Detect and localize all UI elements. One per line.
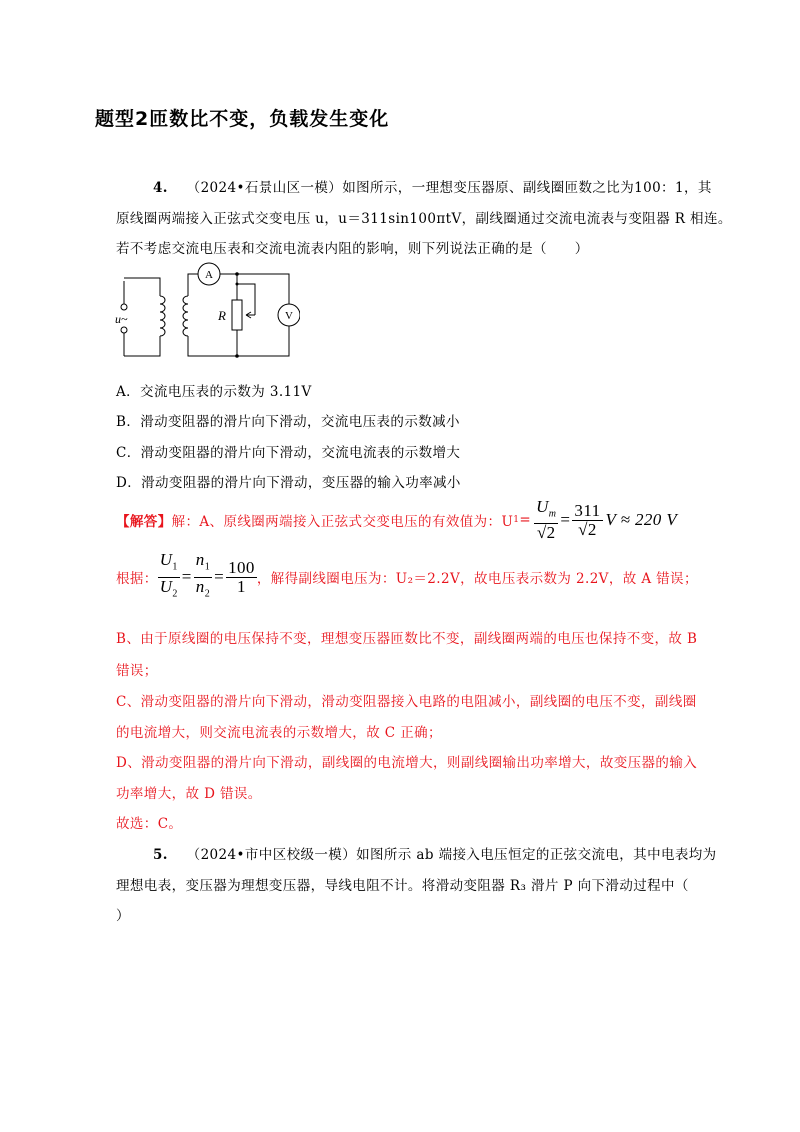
question-4-number: 4. xyxy=(153,180,168,196)
section-title: 题型2匝数比不变，负载发生变化 xyxy=(95,108,390,130)
ratio-100-1: $\frac{100}{1}$ xyxy=(228,557,255,596)
question-5-line-1: 5. （2024•市中区校级一模）如图所示 ab 端接入电压恒定的正弦交流电，其中电表均为 xyxy=(153,847,717,863)
source-terminal-top xyxy=(121,304,127,310)
question-5-line-3: ） xyxy=(116,908,130,924)
resistor-label: R xyxy=(218,308,226,323)
question-4-line-1: 4. （2024•石景山区一模）如图所示，一理想变压器原、副线圈匝数之比为100：1，其 xyxy=(153,180,712,196)
answer-label: 【解答】 xyxy=(116,514,172,530)
answer-d-line-2: 功率增大，故 D 错误。 xyxy=(116,786,262,802)
circuit-diagram xyxy=(110,258,300,362)
ammeter-label: A xyxy=(205,269,213,281)
answer-choice: 故选：C。 xyxy=(116,816,183,832)
fraction-311-over-root2: $\frac{311}{√2}$ xyxy=(574,500,601,539)
source-terminal-bottom xyxy=(121,327,127,333)
option-d: D．滑动变阻器的滑片向下滑动，变压器的输入功率减小 xyxy=(116,475,461,491)
resistor xyxy=(232,300,242,330)
answer-b-line-2: 错误； xyxy=(116,663,158,679)
fraction-um-over-root2: $\frac{U_m}{√2}$ xyxy=(536,496,557,543)
answer-b-line-1: B、由于原线圈的电压保持不变，理想变压器匝数比不变，副线圈两端的电压也保持不变，故 B xyxy=(116,631,698,647)
answer-c-line-1: C、滑动变阻器的滑片向下滑动，滑动变阻器接入电路的电阻减小，副线圈的电压不变，副线圈 xyxy=(116,694,697,710)
secondary-coil xyxy=(183,296,188,338)
answer-line-2: 根据： $\frac{U_1}{U_2}$ = $\frac{n_1}{n_2}$ = $\frac{100}{1}$ ，解得副线圈电压为：U₂＝2.2V，故电压表示数为 2.2V，故 A 错误； xyxy=(116,556,698,598)
ratio-u1-u2: $\frac{U_1}{U_2}$ xyxy=(159,550,178,599)
source-label: u~ xyxy=(115,312,128,326)
answer-c-line-2: 的电流增大，则交流电流表的示数增大，故 C 正确； xyxy=(116,725,442,741)
option-c: C．滑动变阻器的滑片向下滑动，交流电流表的示数增大 xyxy=(116,445,461,461)
question-4-line-2: 原线圈两端接入正弦式交变电压 u，u＝311sin100πtV，副线圈通过交流电流表与变阻器 R 相连。 xyxy=(116,211,732,227)
effective-voltage: V ≈ 220 V xyxy=(605,510,678,529)
option-a: A．交流电压表的示数为 3.11V xyxy=(116,384,312,400)
primary-coil xyxy=(160,296,165,338)
answer-line-1: 【解答】 解：A、原线圈两端接入正弦式交变电压的有效值为：U 1 = $\frac{U_m}{√2}$ = $\frac{311}{√2}$ V ≈ 220 V xyxy=(116,496,678,543)
answer-d-line-1: D、滑动变阻器的滑片向下滑动，副线圈的电流增大，则副线圈输出功率增大，故变压器的输入 xyxy=(116,755,698,771)
question-5-line-2: 理想电表，变压器为理想变压器，导线电阻不计。将滑动变阻器 R₃ 滑片 P 向下滑动过程中（ xyxy=(116,878,689,894)
voltmeter-label: V xyxy=(285,310,293,322)
question-5-number: 5. xyxy=(153,847,168,863)
option-b: B．滑动变阻器的滑片向下滑动，交流电压表的示数减小 xyxy=(116,414,460,430)
question-4-line-3: 若不考虑交流电压表和交流电流表内阻的影响，则下列说法正确的是（ ） xyxy=(116,241,589,257)
ratio-n1-n2: $\frac{n_1}{n_2}$ xyxy=(195,550,211,599)
